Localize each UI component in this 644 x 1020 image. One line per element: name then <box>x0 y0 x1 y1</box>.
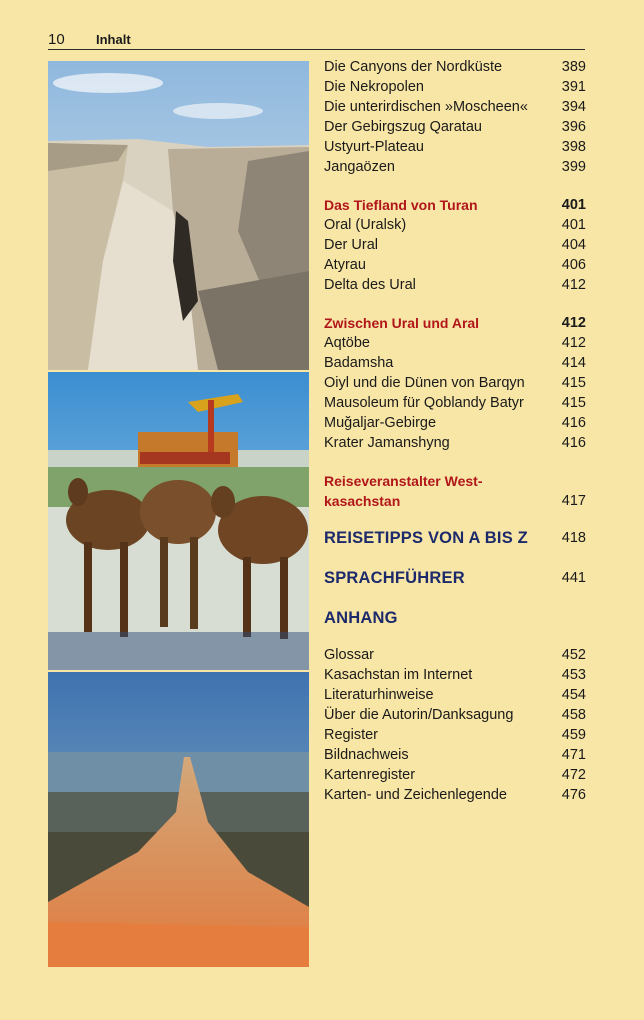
toc-entry: Oral (Uralsk) 401 <box>324 217 586 233</box>
toc-entry: Der Ural 404 <box>324 237 586 253</box>
toc-entry: Bildnachweis 471 <box>324 747 586 763</box>
toc-entry: Atyrau 406 <box>324 257 586 273</box>
toc-section-heading: Zwischen Ural und Aral 412 <box>324 315 586 331</box>
toc-chapter-heading: REISETIPPS VON A BIS Z 418 <box>324 529 586 547</box>
toc-entry: Der Gebirgszug Qaratau 396 <box>324 119 586 135</box>
toc-section-heading: Das Tiefland von Turan 401 <box>324 197 586 213</box>
section-title: Inhalt <box>96 32 131 47</box>
toc-entry: Mausoleum für Qoblandy Batyr 415 <box>324 395 586 411</box>
toc-entry: Krater Jamanshyng 416 <box>324 435 586 451</box>
toc-entry: Aqtöbe 412 <box>324 335 586 351</box>
running-header <box>48 29 585 50</box>
toc-chapter-heading: SPRACHFÜHRER 441 <box>324 569 586 587</box>
desert-road-photo <box>48 672 309 967</box>
toc-section-heading: Reiseveranstalter West-kasachstan 417 <box>324 473 586 509</box>
toc-entry: Die unterirdischen »Moscheen« 394 <box>324 99 586 115</box>
toc-entry: Badamsha 414 <box>324 355 586 371</box>
toc-entry: Oiyl und die Dünen von Barqyn 415 <box>324 375 586 391</box>
toc-entry: Karten- und Zeichenlegende 476 <box>324 787 586 803</box>
toc-entry: Kartenregister 472 <box>324 767 586 783</box>
toc-entry: Die Canyons der Nordküste 389 <box>324 59 586 75</box>
page-number: 10 <box>48 31 65 48</box>
toc-entry: Glossar 452 <box>324 647 586 663</box>
toc-entry: Kasachstan im Internet 453 <box>324 667 586 683</box>
toc-entry: Ustyurt-Plateau 398 <box>324 139 586 155</box>
toc-entry: Jangaözen 399 <box>324 159 586 175</box>
toc-entry: Literaturhinweise 454 <box>324 687 586 703</box>
toc-entry: Über die Autorin/Danksagung 458 <box>324 707 586 723</box>
toc-entry: Delta des Ural 412 <box>324 277 586 293</box>
toc-entry: Muğaljar-Gebirge 416 <box>324 415 586 431</box>
canyon-photo <box>48 61 309 370</box>
toc-entry: Register 459 <box>324 727 586 743</box>
toc-chapter-heading: ANHANG <box>324 609 398 627</box>
toc-entry: Die Nekropolen 391 <box>324 79 586 95</box>
camels-oil-pump-photo <box>48 372 309 670</box>
table-of-contents <box>324 57 586 805</box>
